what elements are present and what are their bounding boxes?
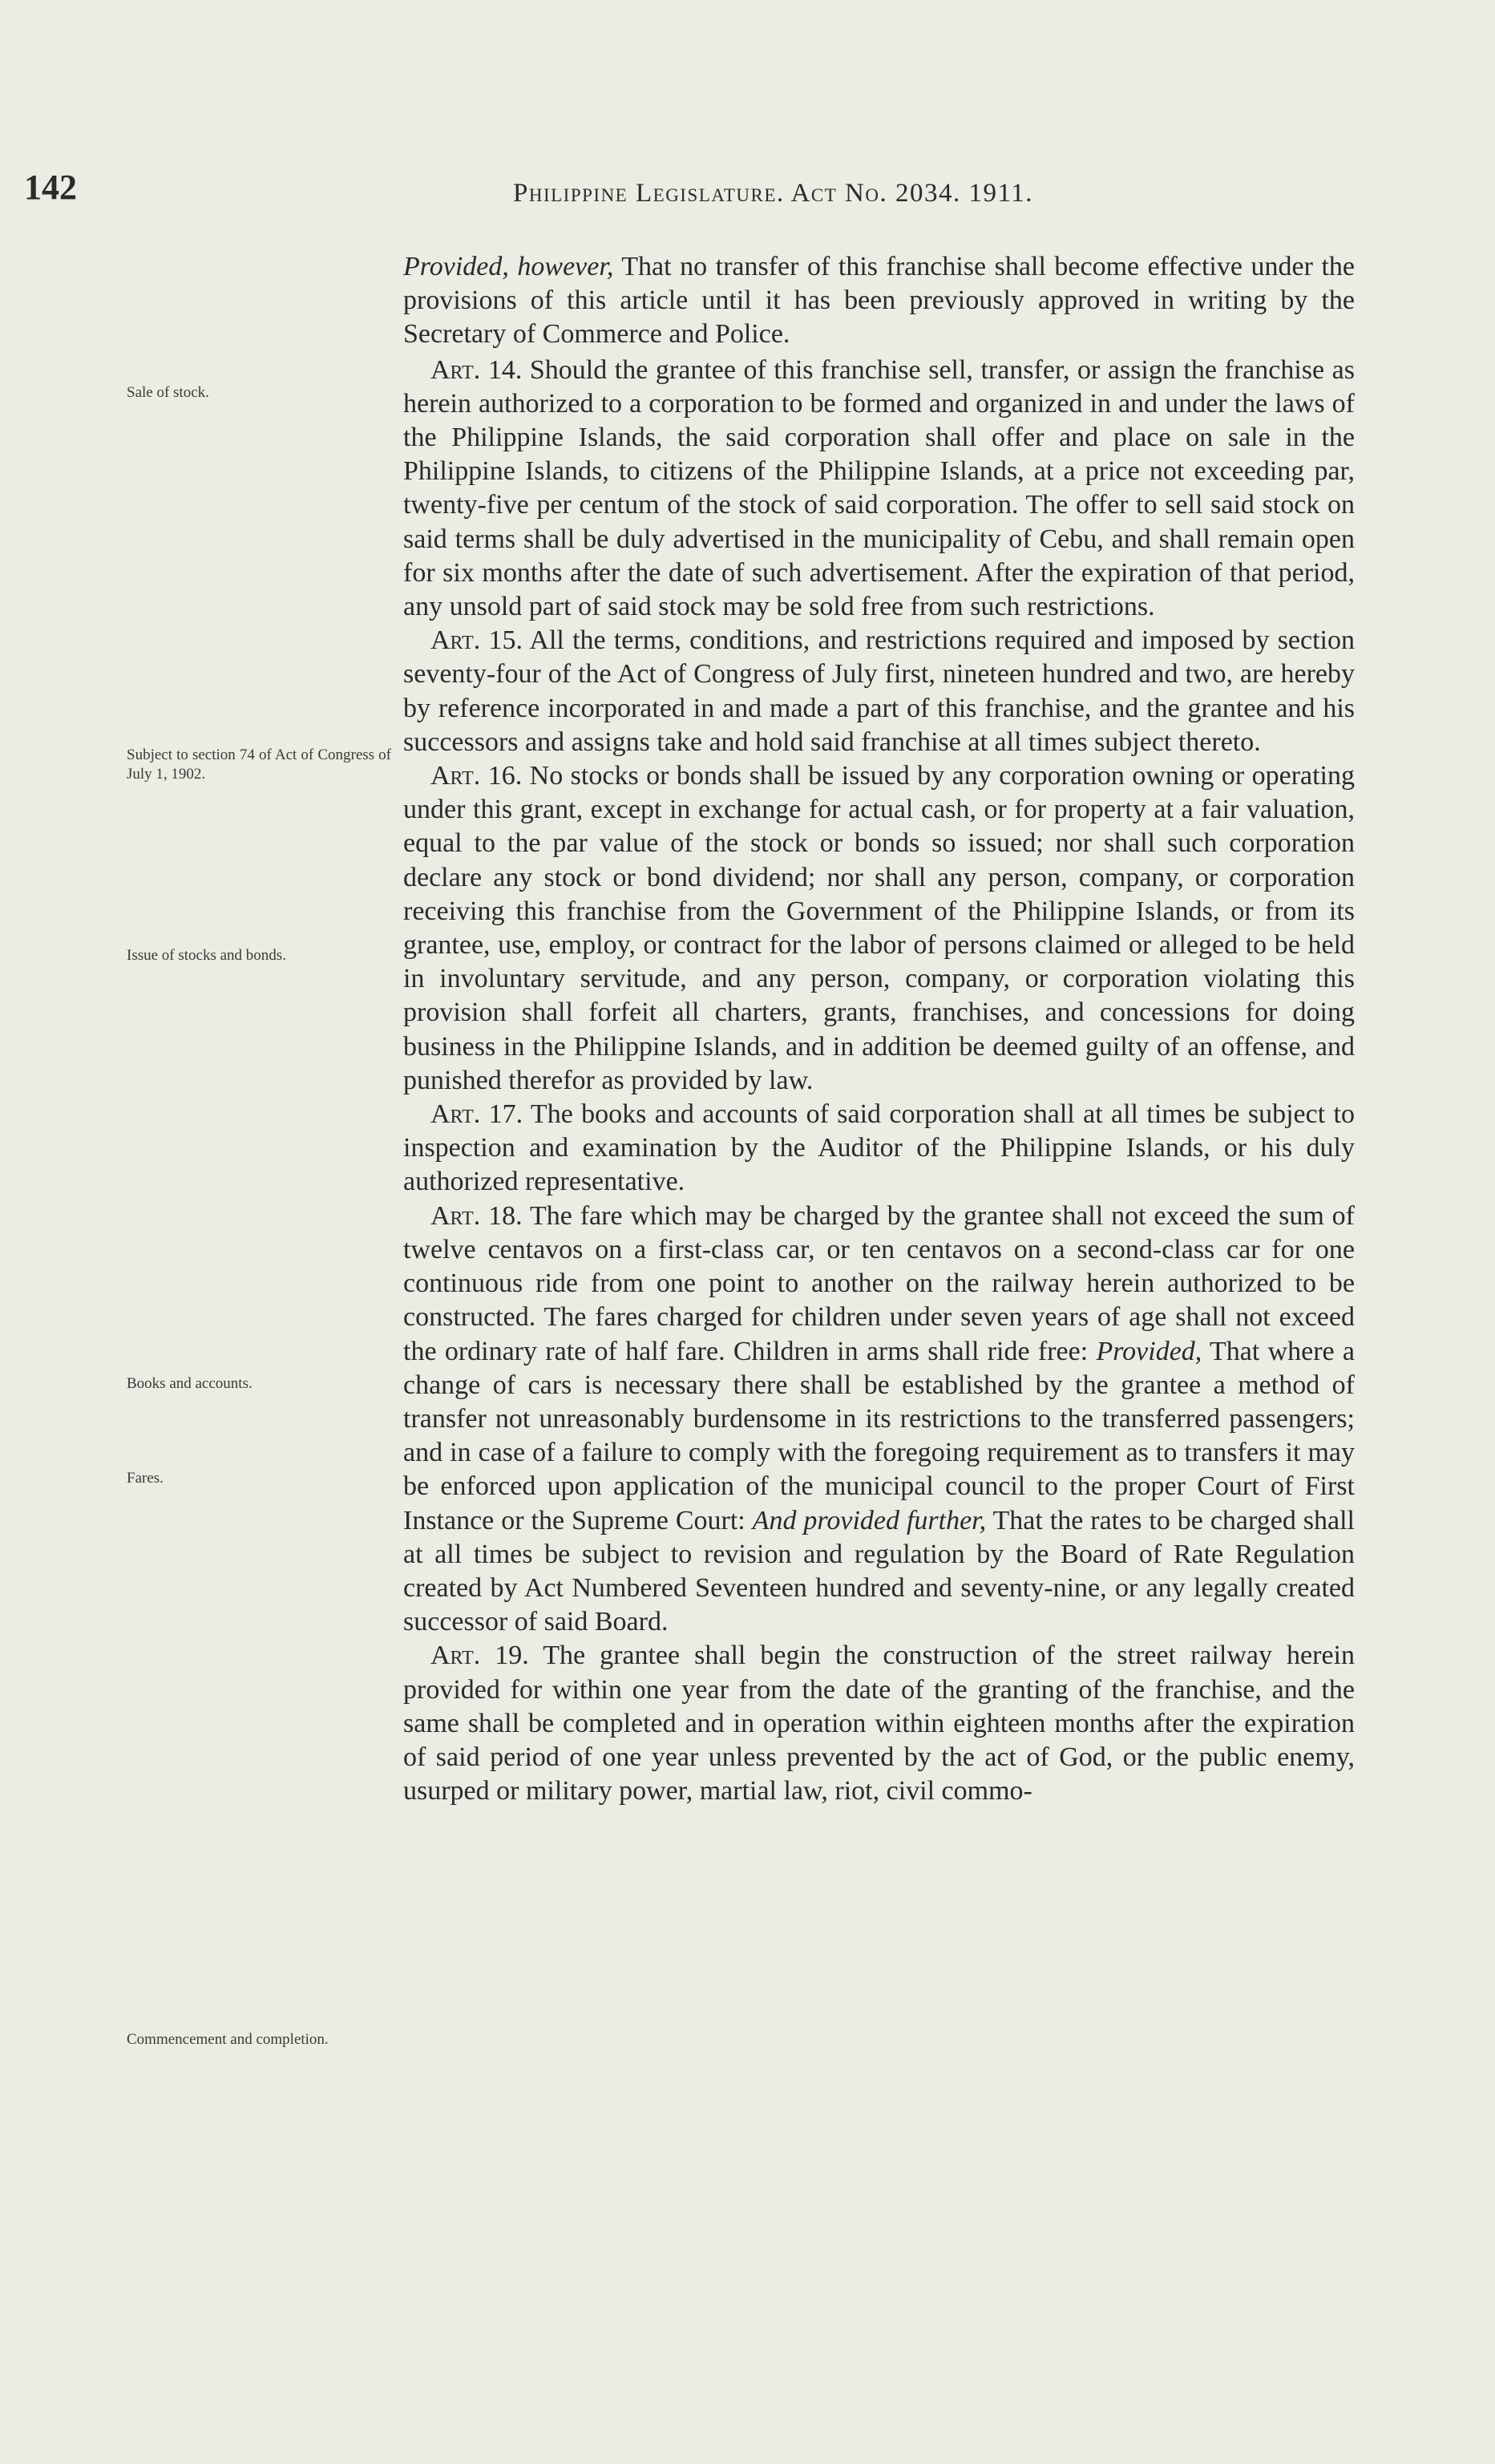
running-head: Philippine Legislature. Act No. 2034. 1911. xyxy=(513,179,1034,208)
body-text xyxy=(403,250,1355,1808)
margin-note-sale-of-stock: Sale of stock. xyxy=(127,384,209,401)
art-19-heading: Art. 19. xyxy=(430,1641,529,1671)
margin-note-fares: Fares. xyxy=(127,1470,164,1487)
art-18-italic-b: And provided further, xyxy=(752,1505,987,1535)
margin-note-commencement: Commencement and completion. xyxy=(127,2031,329,2048)
paragraph-art-14 xyxy=(403,354,1355,625)
margin-note-subject-to-section: Subject to section 74 of Act of Congress of July 1, 1902. xyxy=(127,746,391,783)
art-18-text-c: That the rates to be charged shall at all times be subject to revision and regulation by the Board of Rate Regulation created by Act Numbered Seventeen hundred and seventy-nine, or any legally created successor of said Board. xyxy=(403,1505,1355,1637)
paragraph-art-17 xyxy=(403,1098,1355,1200)
art-17-heading: Art. 17. xyxy=(430,1099,523,1130)
margin-note-issue-of-stocks: Issue of stocks and bonds. xyxy=(127,947,286,964)
art-16-text: No stocks or bonds shall be issued by any corporation owning or operating under this grant, except in exchange for actual cash, or for property at a fair valuation, equal to the par value of the stock or bonds so issued; nor shall such corporation declare any stock or bond dividend; nor shall any person, company, or corporation receiving this franchise from the Government of the Philippine Islands, or from its grantee, use, employ, or contract for the labor of persons claimed or alleged to be held in involuntary servitude, and any person, company, or corporation violating this provision shall forfeit all charters, grants, franchises, and concessions for doing business in the Philippine Islands, and in addition be deemed guilty of an offense, and punished therefor as provided by law. xyxy=(403,761,1355,1095)
art-14-heading: Art. 14. xyxy=(430,354,523,385)
art-18-italic-a: Provided, xyxy=(1096,1336,1202,1366)
art-16-heading: Art. 16. xyxy=(430,761,523,791)
page-number: 142 xyxy=(24,168,77,207)
art-19-text: The grantee shall begin the construction of the street railway herein provided for within one year from the date of the granting of the franchise, and the same shall be completed and in operation within eighteen months after the expiration of said period of one year unless prevented by the act of God, or the public enemy, usurped or military power, martial law, riot, civil commo- xyxy=(403,1641,1355,1807)
art-15-text: All the terms, conditions, and restrictions required and imposed by section seventy-four of the Act of Congress of July first, nineteen hundred and two, are hereby by reference incorporated in and made a part of this franchise, and the grantee and his successors and assigns take and hold said franchise at all times subject thereto. xyxy=(403,625,1356,757)
art-14-text: Should the grantee of this franchise sell, transfer, or assign the franchise as herein authorized to a corporation to be formed and organized in and under the laws of the Philippine Islands, the said corporation shall offer and place on sale in the Philippine Islands, to citizens of the Philippine Islands, at a price not exceeding par, twenty-five per centum of the stock of said corporation. The offer to sell said stock on said terms shall be duly advertised in the municipality of Cebu, and shall remain open for six months after the date of such advertisement. After the expiration of that period, any unsold part of said stock may be sold free from such restrictions. xyxy=(403,354,1355,622)
paragraph-art-15 xyxy=(403,624,1355,759)
paragraph-art-19 xyxy=(403,1639,1355,1808)
art-18-heading: Art. 18. xyxy=(430,1200,523,1231)
provided-lead: Provided, however, xyxy=(403,252,614,281)
paragraph-art-16 xyxy=(403,759,1355,1098)
paragraph-art-18 xyxy=(403,1200,1355,1640)
art-17-text: The books and accounts of said corporation shall at all times be subject to inspection and examination by the Auditor of the Philippine Islands, or his duly authorized representative. xyxy=(403,1099,1356,1197)
art-18-text-a: The fare which may be charged by the grantee shall not exceed the sum of twelve centavos on a first-class car, or ten centavos on a second-class car for one continuous ride from one point to another on the railway herein authorized to be constructed. The fares charged for children under seven years of age shall not exceed the ordinary rate of half fare. Children in arms shall ride free: xyxy=(403,1200,1356,1366)
art-15-heading: Art. 15. xyxy=(430,625,523,656)
provided-text: That no transfer of this franchise shall become effective under the provisions of this article until it has been previously approved in writing by the Secretary of Commerce and Police. xyxy=(403,252,1356,350)
art-18-text-b: That where a change of cars is necessary there shall be established by the grantee a method of transfer not unreasonably burdensome in its restrictions to the transferred passengers; and in case of a failure to comply with the foregoing requirement as to transfers it may be enforced upon application of the municipal council to the proper Court of First Instance or the Supreme Court: xyxy=(403,1336,1355,1535)
margin-note-books-and-accounts: Books and accounts. xyxy=(127,1375,253,1392)
paragraph-provided xyxy=(403,250,1355,352)
